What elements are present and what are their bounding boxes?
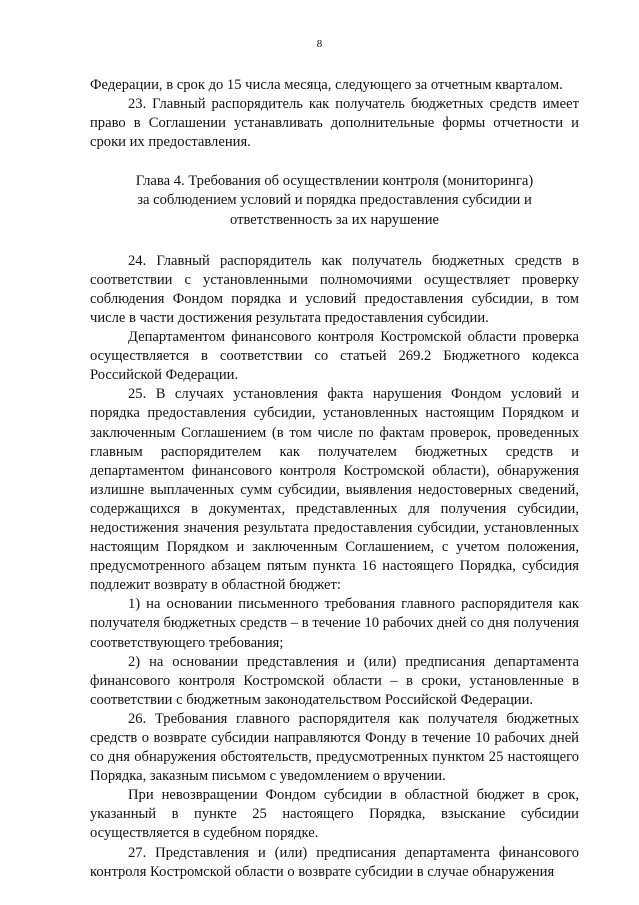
chapter-heading-line: ответственность за их нарушение — [229, 211, 440, 228]
paragraph-25: 25. В случаях установления факта нарушения Фондом условий и порядка предоставления субсидии, установленных настоящим Порядком и заключенным Соглашением (в том числе по фактам проверок, проведенных главным распорядителем как получателем бюджетных средств и департаментом финансового контроля Костромской области), обнаружения излишне выплаченных сумм субсидии, выявления недостоверных сведений, содержащихся в документах, представленных для получения субсидии, недостижения значения результата предоставления субсидии, установленных настоящим Порядком и заключенным Соглашением, с учетом положения, предусмотренного абзацем пятым пункта 16 настоящего Порядка, субсидия подлежит возврату в областной бюджет: — [90, 386, 579, 594]
document-body — [90, 76, 579, 882]
paragraph-continuation: Федерации, в срок до 15 числа месяца, следующего за отчетным кварталом. — [90, 77, 563, 93]
paragraph-27: 27. Представления и (или) предписания департамента финансового контроля Костромской области о возврате субсидии в случае обнаружения — [90, 844, 579, 880]
paragraph-26-cont: При невозвращении Фондом субсидии в областной бюджет в срок, указанный в пункте 25 настоящего Порядка, взыскание субсидии осуществляется в судебном порядке. — [90, 787, 579, 842]
chapter-heading-line: за соблюдением условий и порядка предоставления субсидии и — [137, 192, 532, 209]
paragraph-24: 24. Главный распорядитель как получатель бюджетных средств в соответствии с установленными полномочиями осуществляет проверку соблюдения Фондом порядка и условий предоставления субсидии, в том числе в части достижения результата предоставления субсидии. — [90, 252, 579, 326]
paragraph-24-cont: Департаментом финансового контроля Костромской области проверка осуществляется в соответствии со статьей 269.2 Бюджетного кодекса Российской Федерации. — [90, 329, 579, 384]
paragraph-25-item-1: 1) на основании письменного требования главного распорядителя как получателя бюджетных средств – в течение 10 рабочих дней со дня получения соответствующего требования; — [90, 596, 579, 651]
paragraph-26: 26. Требования главного распорядителя как получателя бюджетных средств о возврате субсидии направляются Фонду в течение 10 рабочих дней со дня обнаружения обстоятельств, предусмотренных пунктом 25 настоящего Порядка, заказным письмом с уведомлением о вручении. — [90, 710, 579, 785]
chapter-heading-line: Глава 4. Требования об осуществлении контроля (мониторинга) — [135, 173, 534, 190]
paragraph-23: 23. Главный распорядитель как получатель бюджетных средств имеет право в Соглашении устанавливать дополнительные формы отчетности и сроки их предоставления. — [90, 96, 579, 151]
paragraph-25-item-2: 2) на основании представления и (или) предписания департамента финансового контроля Костромской области – в сроки, установленные в соответствии с бюджетным законодательством Российской Федерации. — [90, 653, 579, 708]
chapter-heading — [90, 172, 579, 229]
page-number: 8 — [316, 38, 323, 50]
